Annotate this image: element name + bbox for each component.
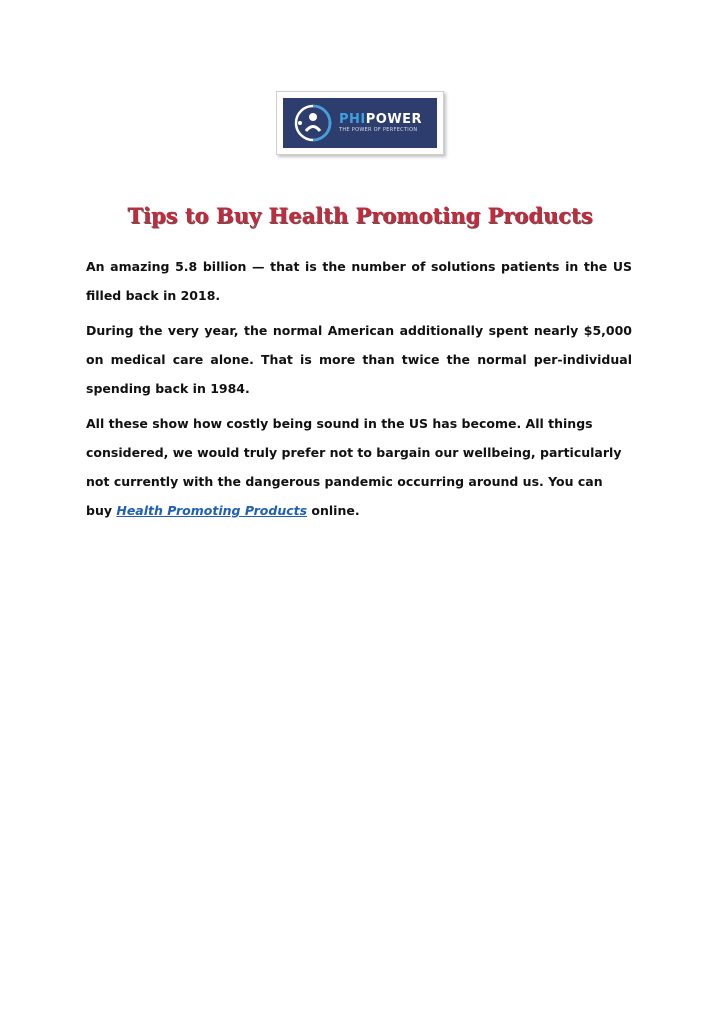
logo-brand-prefix: PHI [339, 112, 366, 127]
paragraph-spending: During the very year, the normal American additionally spent nearly $5,000 on medical care alone. That is more than twice the normal per-individual spending back in 1984. [86, 323, 632, 396]
logo-text [339, 113, 422, 133]
page-title: Tips to Buy Health Promoting Products [127, 203, 593, 228]
paragraph-cost-tail: online. [307, 503, 360, 518]
logo-brand-suffix: POWER [365, 112, 423, 127]
logo-frame [276, 91, 444, 155]
paragraph-cost-text: All these show how costly being sound in the US has become. All things considered, we would truly prefer not to bargain our wellbeing, particularly not currently with the dangerous pandemic occurring around us. You can buy [86, 416, 622, 518]
paragraph-intro: An amazing 5.8 billion — that is the number of solutions patients in the US filled back in 2018. [86, 259, 632, 303]
logo-brand-name [339, 113, 422, 126]
logo-tagline: THE POWER OF PERFECTION [339, 127, 418, 133]
paragraph-cost [86, 409, 632, 525]
article-body [86, 252, 632, 531]
logo [283, 98, 437, 148]
phipower-logo-mark-icon [293, 103, 333, 143]
health-products-link[interactable]: Health Promoting Products [116, 503, 308, 518]
